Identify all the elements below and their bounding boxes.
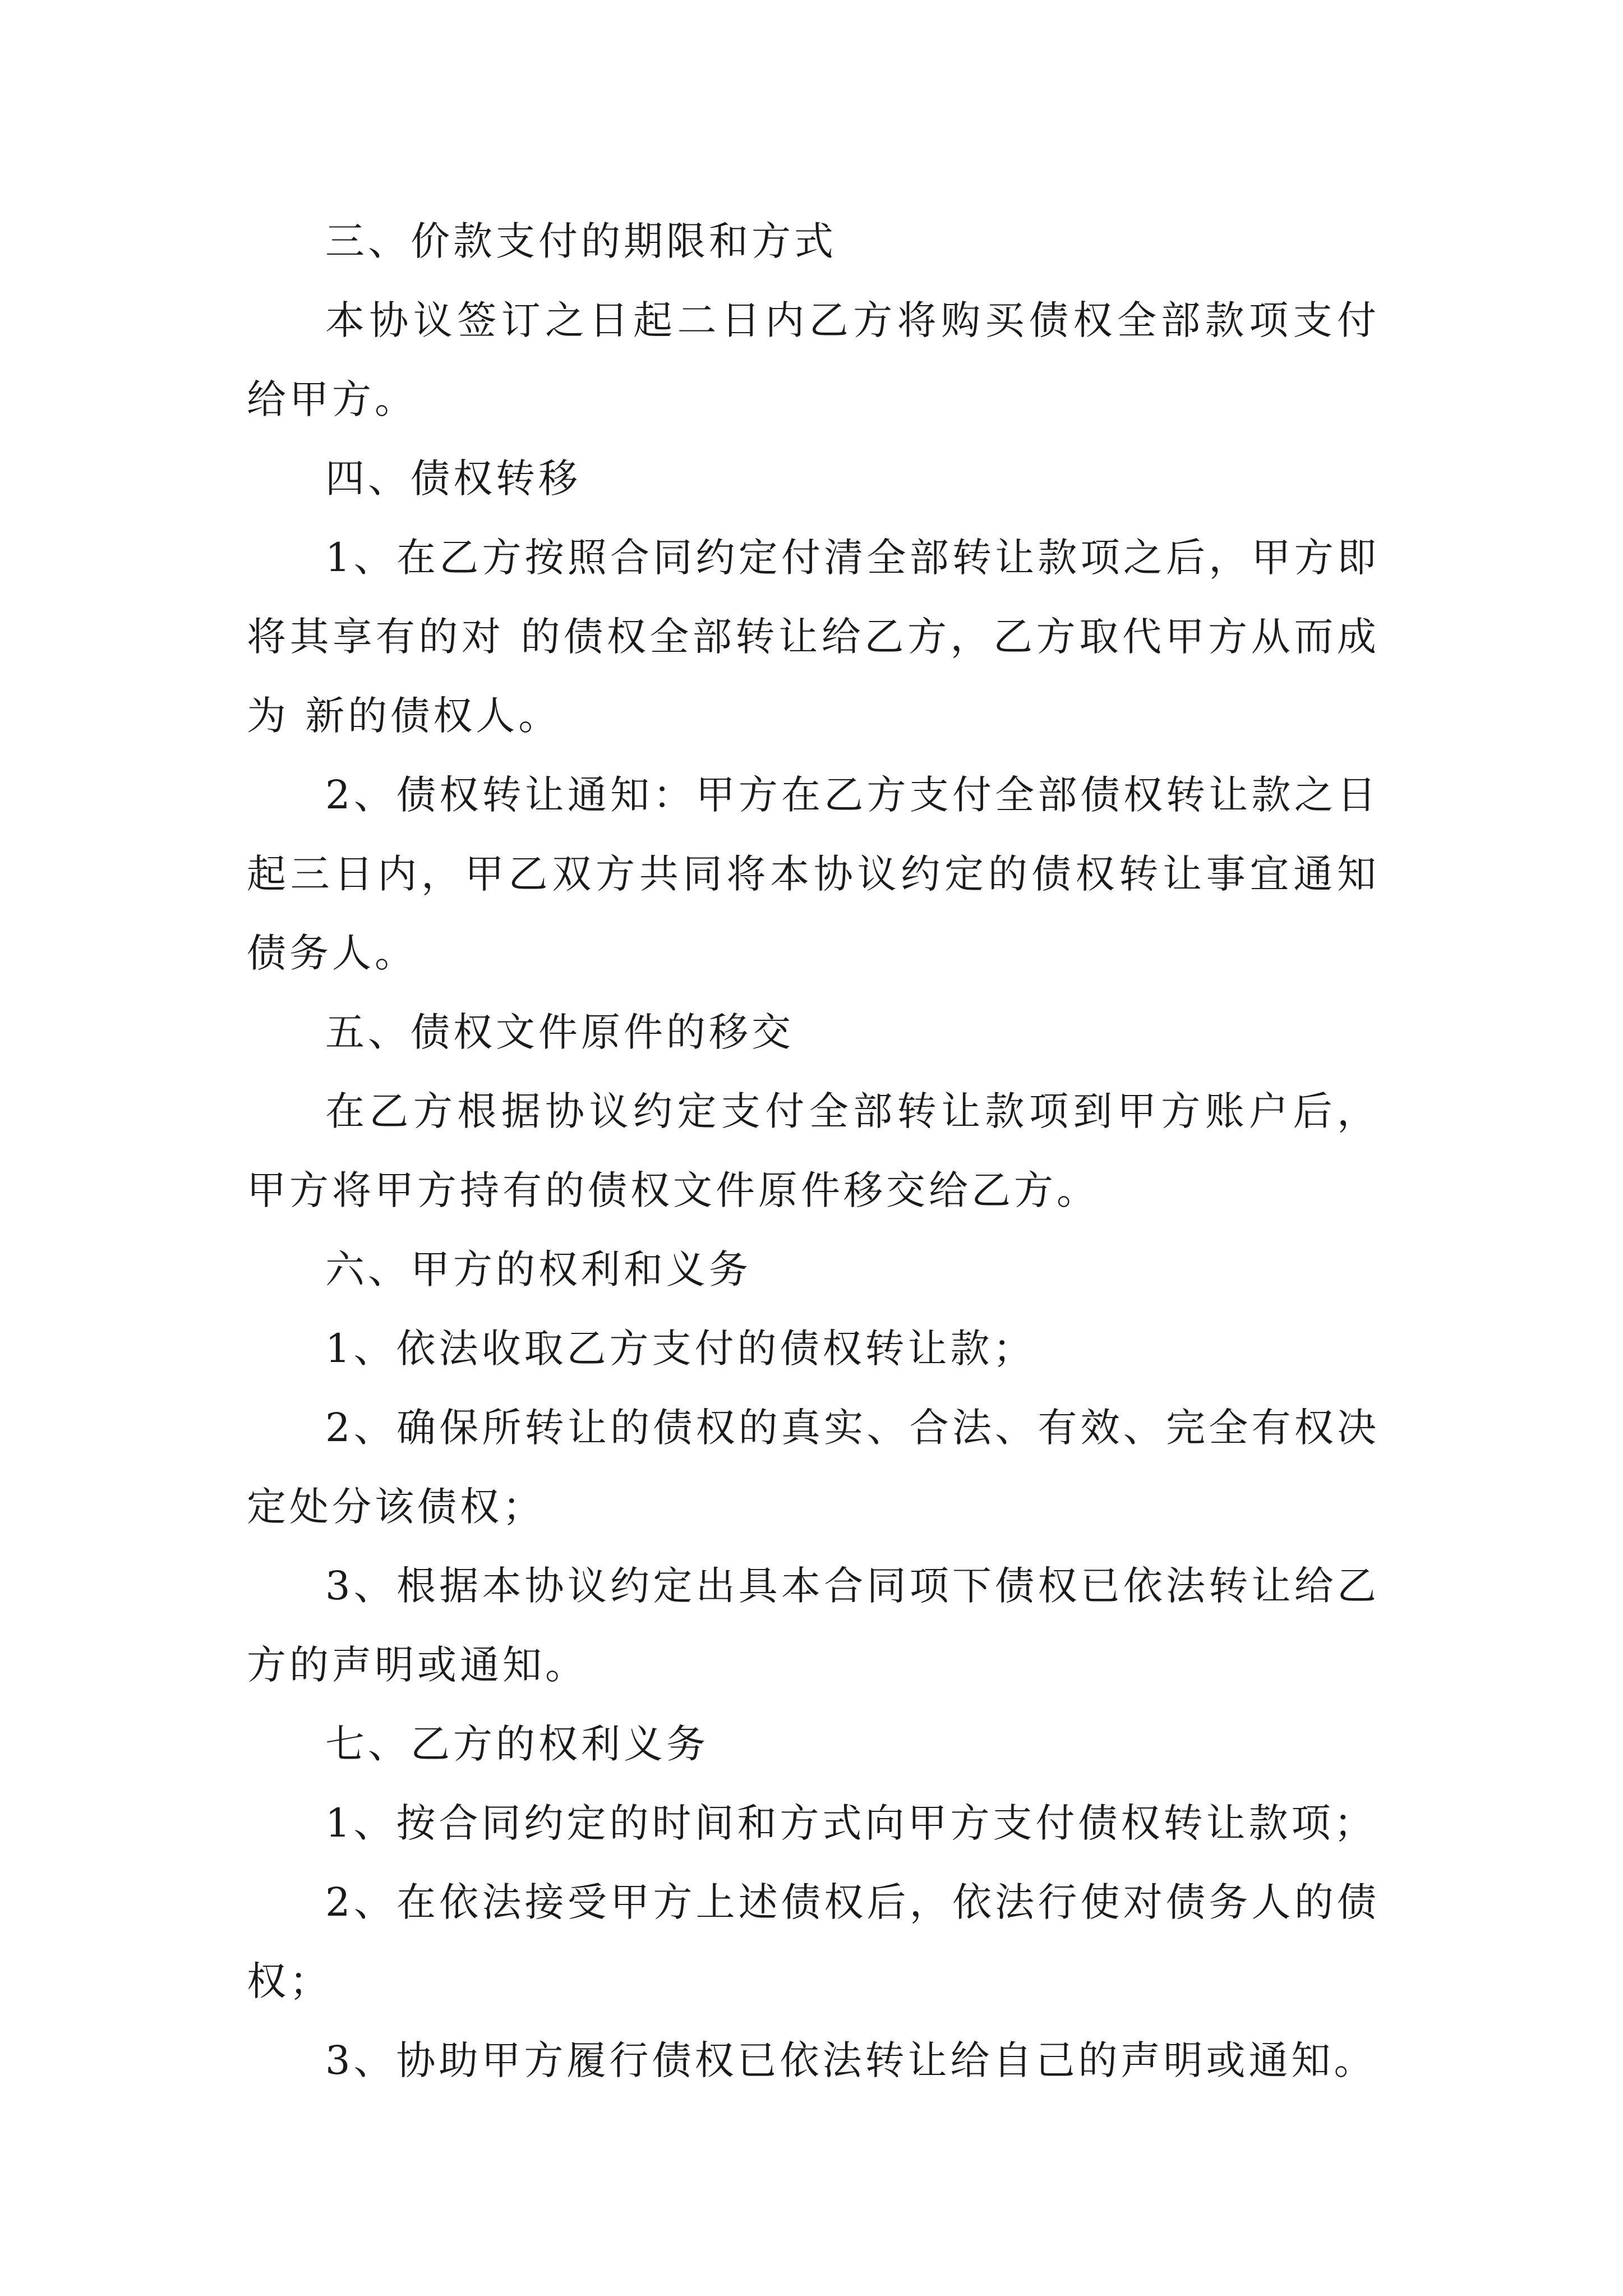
paragraph-debt-transfer-2: 2、债权转让通知：甲方在乙方支付全部债权转让款之日起三日内，甲乙双方共同将本协议约定的债权转让事宜通知债务人。: [247, 772, 1380, 976]
paragraph-party-b-rights-2: 2、在依法接受甲方上述债权后，依法行使对债务人的债权；: [247, 1879, 1380, 2004]
section-heading-party-a-rights: 六、甲方的权利和义务: [325, 1246, 751, 1292]
paragraph-document-handover: 在乙方根据协议约定支付全部转让款项到甲方账户后，甲方将甲方持有的债权文件原件移交给乙方。: [247, 1088, 1380, 1213]
paragraph-party-a-rights-1: 1、依法收取乙方支付的债权转让款；: [325, 1326, 1036, 1372]
section-heading-document-handover: 五、债权文件原件的移交: [325, 1009, 794, 1055]
document-body: [247, 202, 1380, 2100]
section-heading-debt-transfer: 四、债权转移: [325, 455, 581, 501]
paragraph-party-a-rights-3: 3、根据本协议约定出具本合同项下债权已依法转让给乙方的声明或通知。: [247, 1563, 1380, 1688]
section-heading-party-b-rights: 七、乙方的权利义务: [325, 1721, 709, 1767]
paragraph-payment-terms: 本协议签订之日起二日内乙方将购买债权全部款项支付给甲方。: [247, 297, 1380, 422]
paragraph-party-b-rights-1: 1、按合同约定的时间和方式向甲方支付债权转让款项；: [325, 1800, 1377, 1846]
section-heading-payment-terms: 三、价款支付的期限和方式: [325, 218, 837, 264]
paragraph-party-b-rights-3: 3、协助甲方履行债权已依法转让给自己的声明或通知。: [325, 2037, 1377, 2083]
paragraph-debt-transfer-1: 1、在乙方按照合同约定付清全部转让款项之后，甲方即将其享有的对 的债权全部转让给乙方，乙方取代甲方从而成为 新的债权人。: [247, 535, 1380, 739]
paragraph-party-a-rights-2: 2、确保所转让的债权的真实、合法、有效、完全有权决定处分该债权；: [247, 1405, 1380, 1530]
